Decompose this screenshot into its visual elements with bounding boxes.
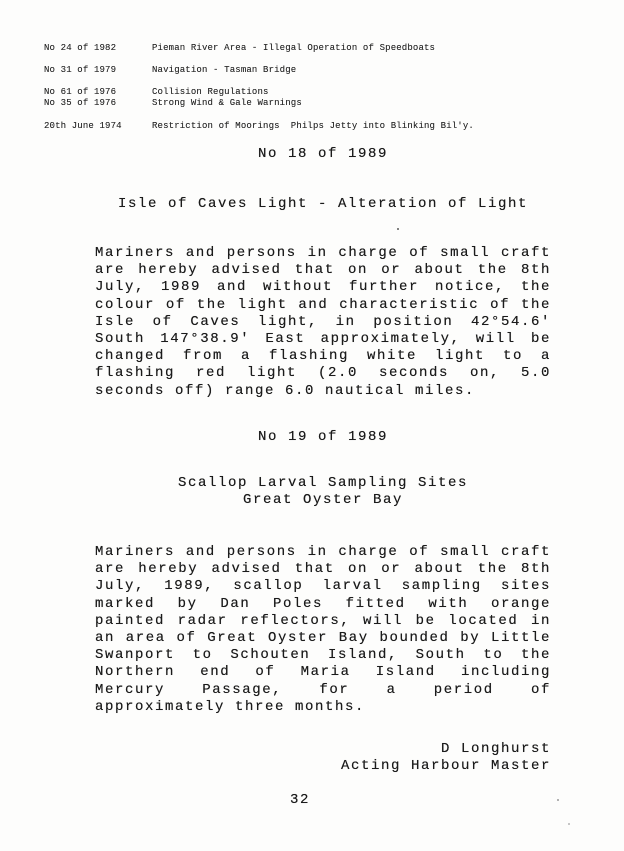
notice-19-title-line2: Great Oyster Bay bbox=[242, 492, 404, 509]
notice-19-title bbox=[95, 475, 551, 509]
reference-number: 20th June 1974 bbox=[44, 121, 122, 131]
reference-row bbox=[44, 87, 269, 97]
signature-title: Acting Harbour Master bbox=[340, 758, 551, 775]
reference-row bbox=[44, 98, 302, 108]
reference-row bbox=[44, 43, 435, 53]
signature-block bbox=[95, 741, 551, 775]
reference-number: No 61 of 1976 bbox=[44, 87, 117, 97]
reference-description: Strong Wind & Gale Warnings bbox=[152, 98, 302, 108]
scan-speckle bbox=[397, 228, 399, 230]
scan-speckle bbox=[557, 799, 559, 801]
reference-row bbox=[44, 65, 296, 75]
scan-speckle bbox=[568, 823, 570, 825]
reference-description: Navigation - Tasman Bridge bbox=[152, 65, 297, 75]
page-number: 32 bbox=[290, 792, 311, 808]
notice-18-title: Isle of Caves Light - Alteration of Light bbox=[117, 196, 529, 212]
notice-18-number: No 18 of 1989 bbox=[257, 146, 389, 162]
reference-number: No 35 of 1976 bbox=[44, 98, 117, 108]
notice-19-body: Mariners and persons in charge of small craft are hereby advised that on or about the 8th July, 1989, scallop larval sampling sites marked by Dan Poles fitted with orange painted radar reflectors, will be located in an area of Great Oyster Bay bounded by Little Swanport to Schouten Island, South to the Northern end of Maria Island including Mercury Passage, for a period of approximately three months. bbox=[95, 544, 551, 715]
signature-name: D Longhurst bbox=[440, 741, 551, 757]
reference-number: No 31 of 1979 bbox=[44, 65, 117, 75]
reference-number: No 24 of 1982 bbox=[44, 43, 117, 53]
notice-19-number: No 19 of 1989 bbox=[257, 429, 389, 445]
notice-18-body: Mariners and persons in charge of small craft are hereby advised that on or about the 8th July, 1989 and without further notice, the colour of the light and characteristic of the Isle of Caves light, in position 42°54.6' South 147°38.9' East approximately, will be changed from a flashing white light to a flashing red light (2.0 seconds on, 5.0 seconds off) range 6.0 nautical miles. bbox=[95, 245, 551, 399]
reference-description: Pieman River Area - Illegal Operation of Speedboats bbox=[152, 43, 436, 53]
reference-description: Collision Regulations bbox=[152, 87, 269, 97]
reference-description: Restriction of Moorings Philps Jetty into Blinking Bil'y. bbox=[152, 121, 474, 131]
reference-row bbox=[44, 121, 474, 131]
notice-19-title-line1: Scallop Larval Sampling Sites bbox=[177, 475, 469, 491]
